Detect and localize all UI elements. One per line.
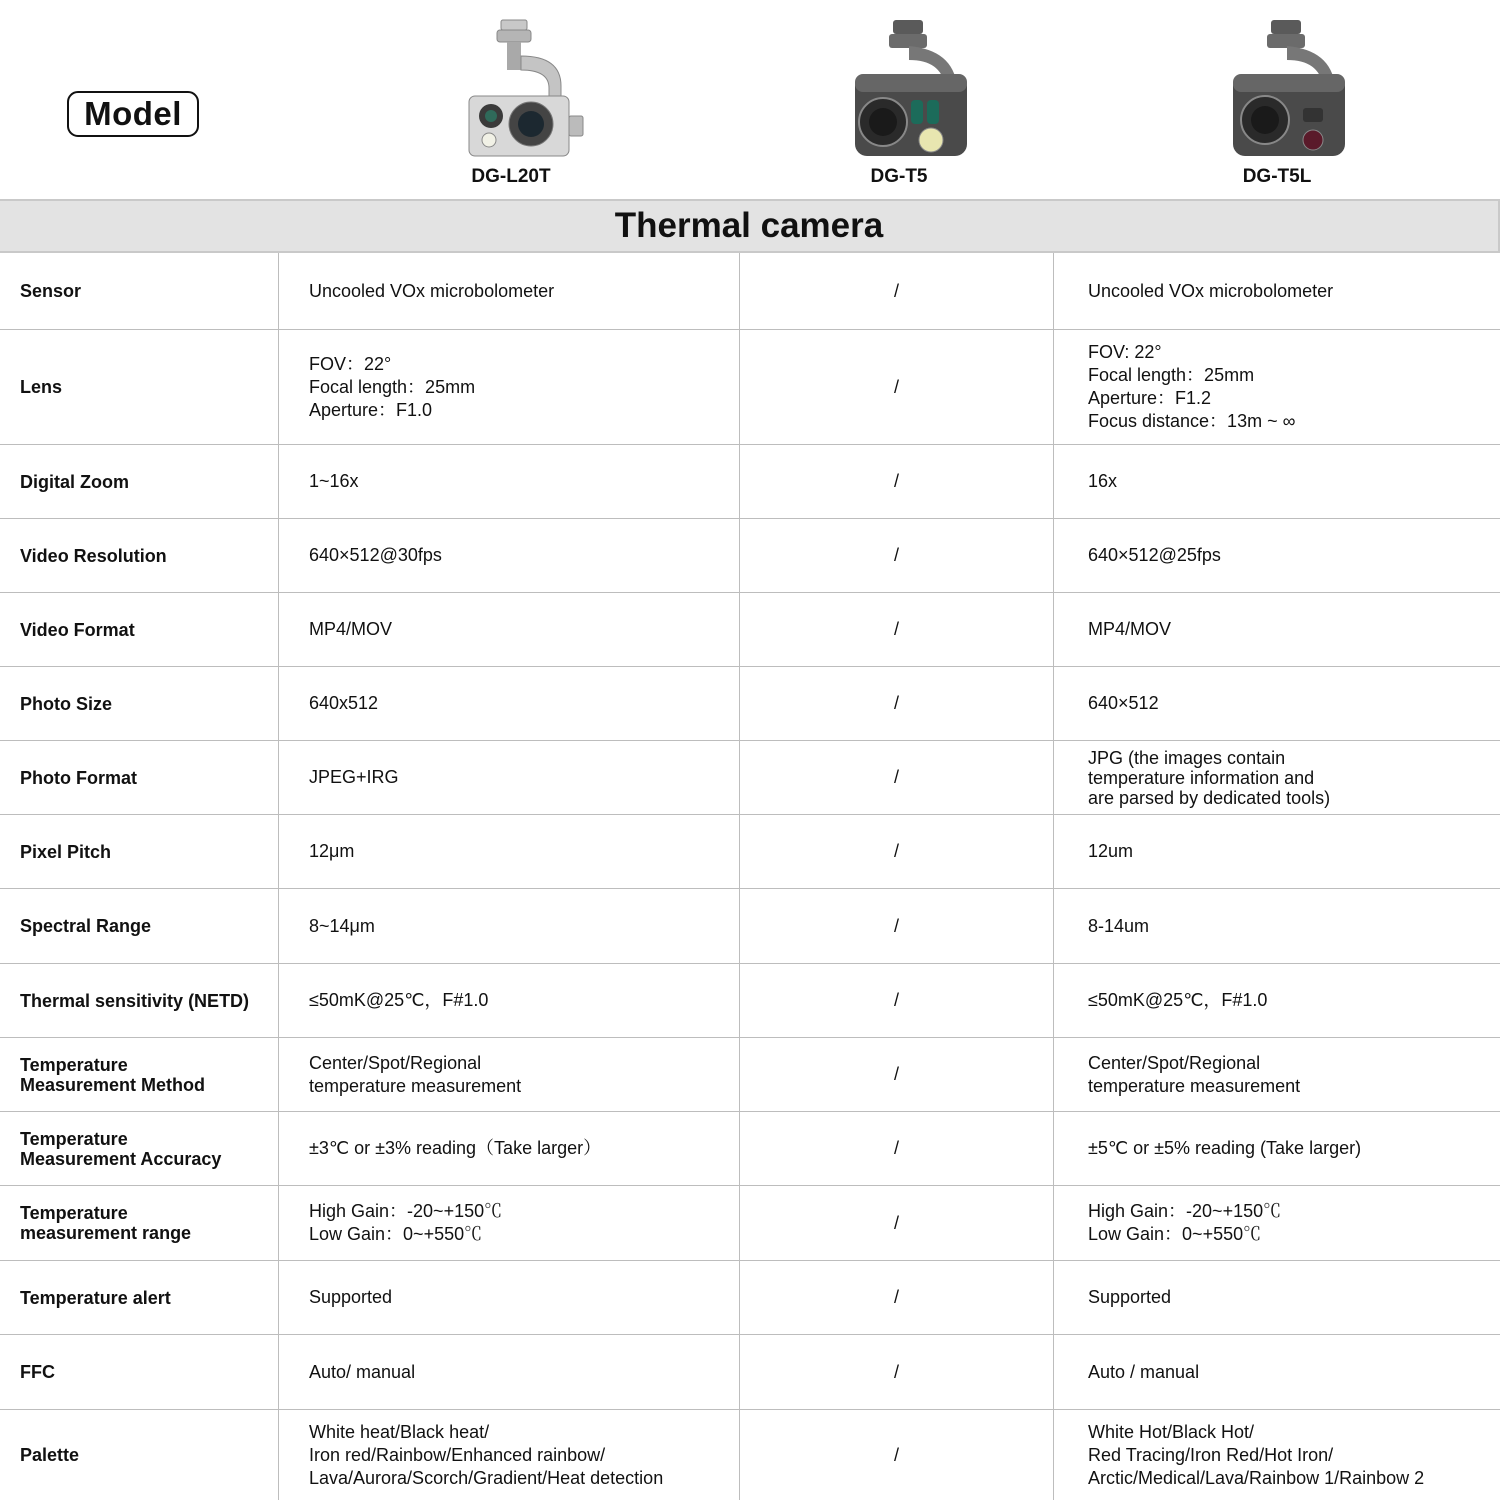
dg-t5l-value: FOV: 22° Focal length：25mm Aperture：F1.2 Focus distance：13m ~ ∞ <box>1053 330 1500 444</box>
table-row <box>0 964 1500 1038</box>
dg-l20t-value: ≤50mK@25℃，F#1.0 <box>278 964 739 1037</box>
gimbal-camera-dark-icon <box>849 16 979 161</box>
dg-t5l-value: ±5℃ or ±5% reading (Take larger) <box>1053 1112 1500 1185</box>
gimbal-camera-dark-icon <box>1227 16 1357 161</box>
dg-l20t-value: Uncooled VOx microbolometer <box>278 253 739 329</box>
dg-t5l-value: ≤50mK@25℃，F#1.0 <box>1053 964 1500 1037</box>
dg-t5-value: / <box>739 593 1053 666</box>
dg-t5-value: / <box>739 253 1053 329</box>
row-label: Video Resolution <box>20 545 167 566</box>
dg-t5-value: / <box>739 889 1053 963</box>
product-name: DG-T5L <box>1242 166 1312 187</box>
row-label: Temperature alert <box>20 1287 171 1308</box>
table-row <box>0 330 1500 445</box>
dg-t5l-value: White Hot/Black Hot/ Red Tracing/Iron Red/Hot Iron/ Arctic/Medical/Lava/Rainbow 1/Rainbow 2 <box>1053 1410 1500 1500</box>
row-label: Pixel Pitch <box>20 841 112 862</box>
dg-t5l-value: 640×512 <box>1053 667 1500 740</box>
product-dg-t5l <box>1177 12 1377 192</box>
dg-l20t-value: Supported <box>278 1261 739 1334</box>
section-title: Thermal camera <box>0 199 1500 253</box>
dg-l20t-value: FOV：22° Focal length：25mm Aperture：F1.0 <box>278 330 739 444</box>
product-dg-t5 <box>799 12 999 192</box>
dg-t5l-value: 12um <box>1053 815 1500 888</box>
model-label: Model <box>67 91 199 137</box>
product-name: DG-T5 <box>870 166 928 187</box>
product-dg-l20t <box>411 12 611 192</box>
dg-l20t-value: ±3℃ or ±3% reading（Take larger） <box>278 1112 739 1185</box>
dg-l20t-value: MP4/MOV <box>278 593 739 666</box>
table-row <box>0 1261 1500 1335</box>
dg-t5-value: / <box>739 1335 1053 1409</box>
row-label: Photo Size <box>20 693 113 714</box>
table-row <box>0 815 1500 889</box>
row-label: Temperature Measurement Method <box>20 1054 206 1095</box>
dg-t5-value: / <box>739 445 1053 518</box>
dg-t5l-value: Uncooled VOx microbolometer <box>1053 253 1500 329</box>
table-row <box>0 741 1500 815</box>
table-row <box>0 253 1500 330</box>
dg-t5-value: / <box>739 667 1053 740</box>
dg-l20t-value: Auto/ manual <box>278 1335 739 1409</box>
table-row <box>0 1335 1500 1410</box>
dg-t5l-value: Center/Spot/Regional temperature measurement <box>1053 1038 1500 1111</box>
row-label: Digital Zoom <box>20 471 129 492</box>
header <box>0 0 1500 199</box>
gimbal-camera-silver-icon <box>461 16 591 161</box>
table-row <box>0 1112 1500 1186</box>
dg-l20t-value: JPEG+IRG <box>278 741 739 814</box>
row-label: FFC <box>20 1362 55 1382</box>
dg-l20t-value: High Gain：-20~+150℃ Low Gain：0~+550℃ <box>278 1186 739 1260</box>
dg-t5l-value: Supported <box>1053 1261 1500 1334</box>
table-row <box>0 1410 1500 1500</box>
product-name: DG-L20T <box>471 166 551 187</box>
dg-t5-value: / <box>739 1410 1053 1500</box>
dg-t5l-value: Auto / manual <box>1053 1335 1500 1409</box>
dg-t5-value: / <box>739 1186 1053 1260</box>
row-label: Temperature measurement range <box>20 1203 192 1243</box>
row-label: Photo Format <box>20 767 137 788</box>
dg-l20t-value: White heat/Black heat/ Iron red/Rainbow/Enhanced rainbow/ Lava/Aurora/Scorch/Gradient/Heat detection <box>278 1410 739 1500</box>
dg-l20t-value: 8~14μm <box>278 889 739 963</box>
dg-l20t-value: 12μm <box>278 815 739 888</box>
dg-t5l-value: 640×512@25fps <box>1053 519 1500 592</box>
row-label: Spectral Range <box>20 916 152 936</box>
dg-t5-value: / <box>739 1112 1053 1185</box>
dg-t5l-value: JPG (the images contain temperature information and are parsed by dedicated tools) <box>1053 741 1500 814</box>
dg-t5l-value: 16x <box>1053 445 1500 518</box>
dg-t5-value: / <box>739 741 1053 814</box>
dg-t5-value: / <box>739 1261 1053 1334</box>
table-row <box>0 593 1500 667</box>
row-label: Palette <box>20 1445 80 1465</box>
dg-t5-value: / <box>739 519 1053 592</box>
table-row <box>0 1038 1500 1112</box>
dg-t5-value: / <box>739 330 1053 444</box>
table-row <box>0 667 1500 741</box>
dg-l20t-value: Center/Spot/Regional temperature measurement <box>278 1038 739 1111</box>
dg-t5-value: / <box>739 1038 1053 1111</box>
row-label: Sensor <box>20 281 82 301</box>
dg-t5-value: / <box>739 815 1053 888</box>
dg-t5l-value: MP4/MOV <box>1053 593 1500 666</box>
dg-l20t-value: 640x512 <box>278 667 739 740</box>
row-label: Thermal sensitivity (NETD) <box>20 990 250 1011</box>
table-row <box>0 445 1500 519</box>
dg-t5-value: / <box>739 964 1053 1037</box>
table-row <box>0 1186 1500 1261</box>
row-label: Video Format <box>20 619 135 640</box>
dg-l20t-value: 1~16x <box>278 445 739 518</box>
table-row <box>0 889 1500 964</box>
dg-l20t-value: 640×512@30fps <box>278 519 739 592</box>
row-label: Lens <box>20 377 63 397</box>
dg-t5l-value: High Gain：-20~+150℃ Low Gain：0~+550℃ <box>1053 1186 1500 1260</box>
table-row <box>0 519 1500 593</box>
dg-t5l-value: 8-14um <box>1053 889 1500 963</box>
row-label: Temperature Measurement Accuracy <box>20 1128 222 1169</box>
